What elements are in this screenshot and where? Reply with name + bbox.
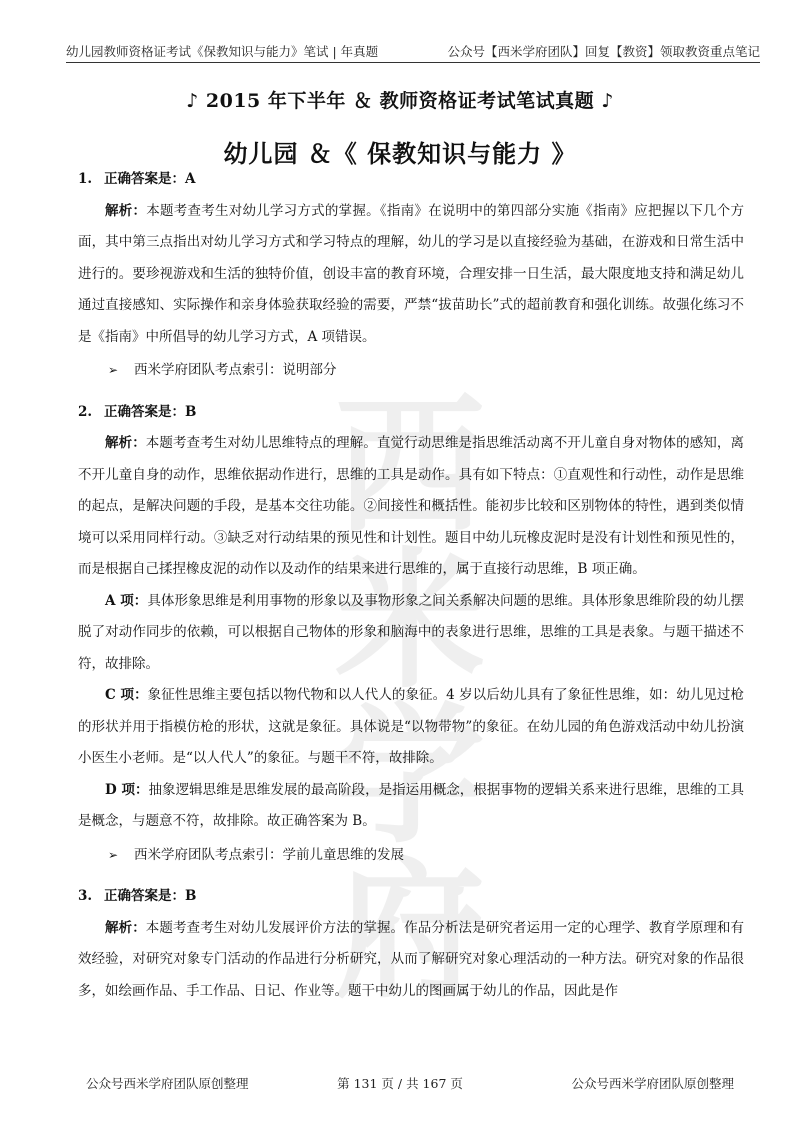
arrow-bullet-icon: ➢ xyxy=(108,363,119,377)
option-label: A 项： xyxy=(105,592,148,609)
answer-text: 正确答案是：B xyxy=(104,403,197,420)
exam-title: ♪ 2015 年下半年 ＆ 教师资格证考试笔试真题 ♪ xyxy=(186,90,614,112)
watermark-logo: 西米学府 xyxy=(334,380,485,1019)
analysis-text: 本题考查考生对幼儿学习方式的掌握。《指南》在说明中的第四部分实施《指南》应把握以下几个方面，其中第三点指出对幼儿学习方式和学习特点的理解，幼儿的学习是以直接经验为基础，在游戏和日常生活中进行的。要珍视游戏和生活的独特价值，创设丰富的教育环境，合理安排一日生活，最大限度地支持和满足幼儿通过直接感知、实际操作和亲身体验获取经验的需要，严禁“拔苗助长”式的超前教育和强化训练。故强化练习不是《指南》中所倡导的幼儿学习方式，A 项错误。 xyxy=(78,202,744,345)
question-2-option-c xyxy=(78,680,744,775)
question-number: 1. xyxy=(78,171,93,187)
option-text: 抽象逻辑思维是思维发展的最高阶段，是指运用概念，根据事物的逻辑关系来进行思维，思维的工具是概念，与题意不符，故排除。故正确答案为 B。 xyxy=(78,781,744,829)
option-label: D 项： xyxy=(105,781,149,798)
page-header xyxy=(66,38,760,63)
document-body xyxy=(78,160,745,1019)
question-number: 2. xyxy=(78,403,93,420)
answer-text: 正确答案是：B xyxy=(104,888,197,904)
analysis-text: 本题考查考生对幼儿思维特点的理解。直觉行动思维是指思维活动离不开儿童自身对物体的感知，离不开儿童自身的动作，思维依据动作进行，思维的工具是动作。具有如下特点：①直观性和行动性，动作是思维的起点，是解决问题的手段，是基本交往功能。②间接性和概括性。能初步比较和区别物体的特性，遇到类似情境可以采用同样行动。③缺乏对行动结果的预见性和计划性。题目中幼儿玩橡皮泥时是没有计划性和预见性的，而是根据自己揉捏橡皮泥的动作以及动作的结果来进行思维的，属于直接行动思维，B 项正确。 xyxy=(78,435,745,577)
analysis-label: 解析： xyxy=(105,919,146,936)
answer-text: 正确答案是：A xyxy=(104,171,196,187)
question-1-index xyxy=(78,355,744,387)
footer-right-text: 公众号西米学府团队原创整理 xyxy=(571,1076,734,1091)
question-2-answer xyxy=(78,397,744,429)
analysis-label: 解析： xyxy=(105,435,146,451)
arrow-bullet-icon: ➢ xyxy=(108,847,119,862)
question-2-option-a xyxy=(78,586,744,681)
index-text: 西米学府团队考点索引：学前儿童思维的发展 xyxy=(134,846,404,863)
question-2-index xyxy=(78,840,744,872)
analysis-text: 本题考查考生对幼儿发展评价方法的掌握。作品分析法是研究者运用一定的心理学、教育学原理和有效经验，对研究对象专门活动的作品进行分析研究，从而了解研究对象心理活动的一种方法。研究对象的作品很多，如绘画作品、手工作品、日记、作业等。题干中幼儿的图画属于幼儿的作品，因此是作 xyxy=(78,919,745,999)
page-number: 第 131 页 / 共 167 页 xyxy=(337,1076,463,1091)
question-3-analysis xyxy=(78,913,744,1008)
header-left-text: 幼儿园教师资格证考试《保教知识与能力》笔试 | 年真题 xyxy=(66,44,379,59)
question-1-answer xyxy=(78,164,744,196)
index-text: 西米学府团队考点索引：说明部分 xyxy=(134,362,337,378)
page-footer xyxy=(66,1074,734,1094)
header-right-text: 公众号【西米学府团队】回复【教资】领取教资重点笔记 xyxy=(447,44,760,59)
question-1-analysis xyxy=(78,196,744,354)
analysis-label: 解析： xyxy=(105,202,147,219)
option-label: C 项： xyxy=(105,687,148,703)
option-text: 具体形象思维是利用事物的形象以及事物形象之间关系解决问题的思维。具体形象思维阶段的幼儿摆脱了对动作同步的依赖，可以根据自己物体的形象和脑海中的表象进行思维，思维的工具是表象。与题干描述不符，故排除。 xyxy=(78,592,744,672)
question-3-answer xyxy=(78,881,744,913)
option-text: 象征性思维主要包括以物代物和以人代人的象征。4 岁以后幼儿具有了象征性思维，如：幼儿见过枪的形状并用于指模仿枪的形状，这就是象征。具体说是“以物带物”的象征。在幼儿园的角色游戏活动中幼儿扮演小医生小老师。是“以人代人”的象征。与题干不符，故排除。 xyxy=(78,687,744,766)
question-number: 3. xyxy=(78,888,93,904)
subject-title: 幼儿园 ＆《 保教知识与能力 》 xyxy=(223,139,577,168)
question-2-analysis xyxy=(78,428,744,586)
question-2-option-d xyxy=(78,775,744,838)
footer-left-text: 公众号西米学府团队原创整理 xyxy=(86,1076,249,1091)
